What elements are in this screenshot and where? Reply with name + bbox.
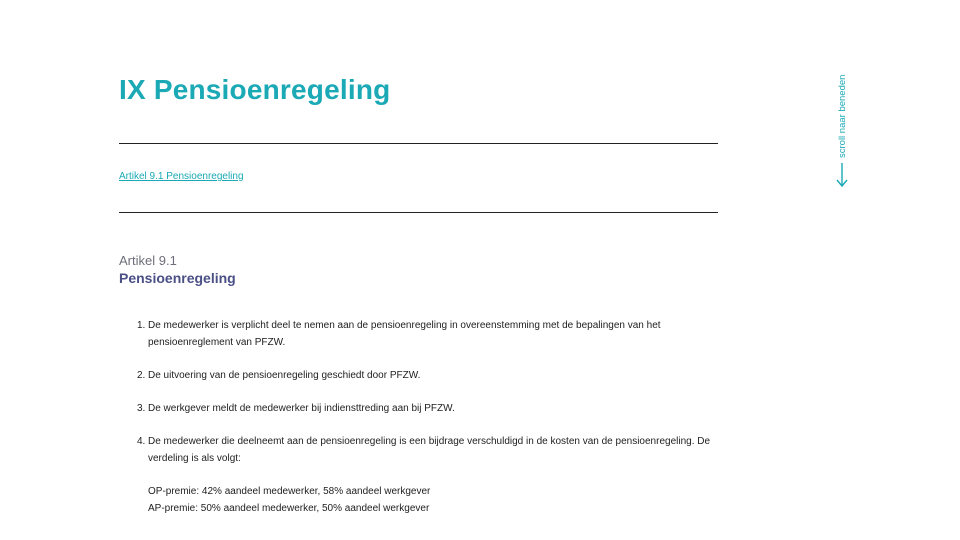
list-item-text: De werkgever meldt de medewerker bij indiensttreding aan bij PFZW. (148, 403, 455, 414)
toc-link-artikel-9-1[interactable]: Artikel 9.1 Pensioenregeling (119, 171, 244, 182)
arrow-down-icon (835, 162, 849, 188)
list-item-number: 3. (137, 403, 146, 414)
list-item-number: 2. (137, 370, 146, 381)
page-title: IX Pensioenregeling (119, 74, 391, 105)
list-item (137, 400, 719, 417)
article-number: Artikel 9.1 (119, 253, 177, 268)
scroll-hint-label: scroll naar beneden (837, 74, 848, 158)
list-item-number: 1. (137, 320, 146, 331)
premie-ap-line: AP-premie: 50% aandeel medewerker, 50% aandeel werkgever (148, 503, 430, 514)
list-item (137, 367, 719, 384)
list-item-text: De uitvoering van de pensioenregeling geschiedt door PFZW. (148, 370, 421, 381)
list-item (137, 433, 719, 517)
list-item-number: 4. (137, 436, 146, 447)
article-title: Pensioenregeling (119, 270, 236, 286)
divider-bottom (119, 212, 718, 213)
scroll-down-hint[interactable] (834, 74, 852, 189)
list-item-text: De medewerker die deelneemt aan de pensioenregeling is een bijdrage verschuldigd in de kosten van de pensioenregeling. De verdeling is als volgt: (148, 436, 711, 464)
divider-top (119, 143, 718, 144)
list-item (137, 317, 719, 351)
article-list (137, 317, 719, 533)
premie-op-line: OP-premie: 42% aandeel medewerker, 58% aandeel werkgever (148, 486, 431, 497)
list-item-text: De medewerker is verplicht deel te nemen aan de pensioenregeling in overeenstemming met de bepalingen van het pensioenreglement van PFZW. (148, 320, 661, 348)
